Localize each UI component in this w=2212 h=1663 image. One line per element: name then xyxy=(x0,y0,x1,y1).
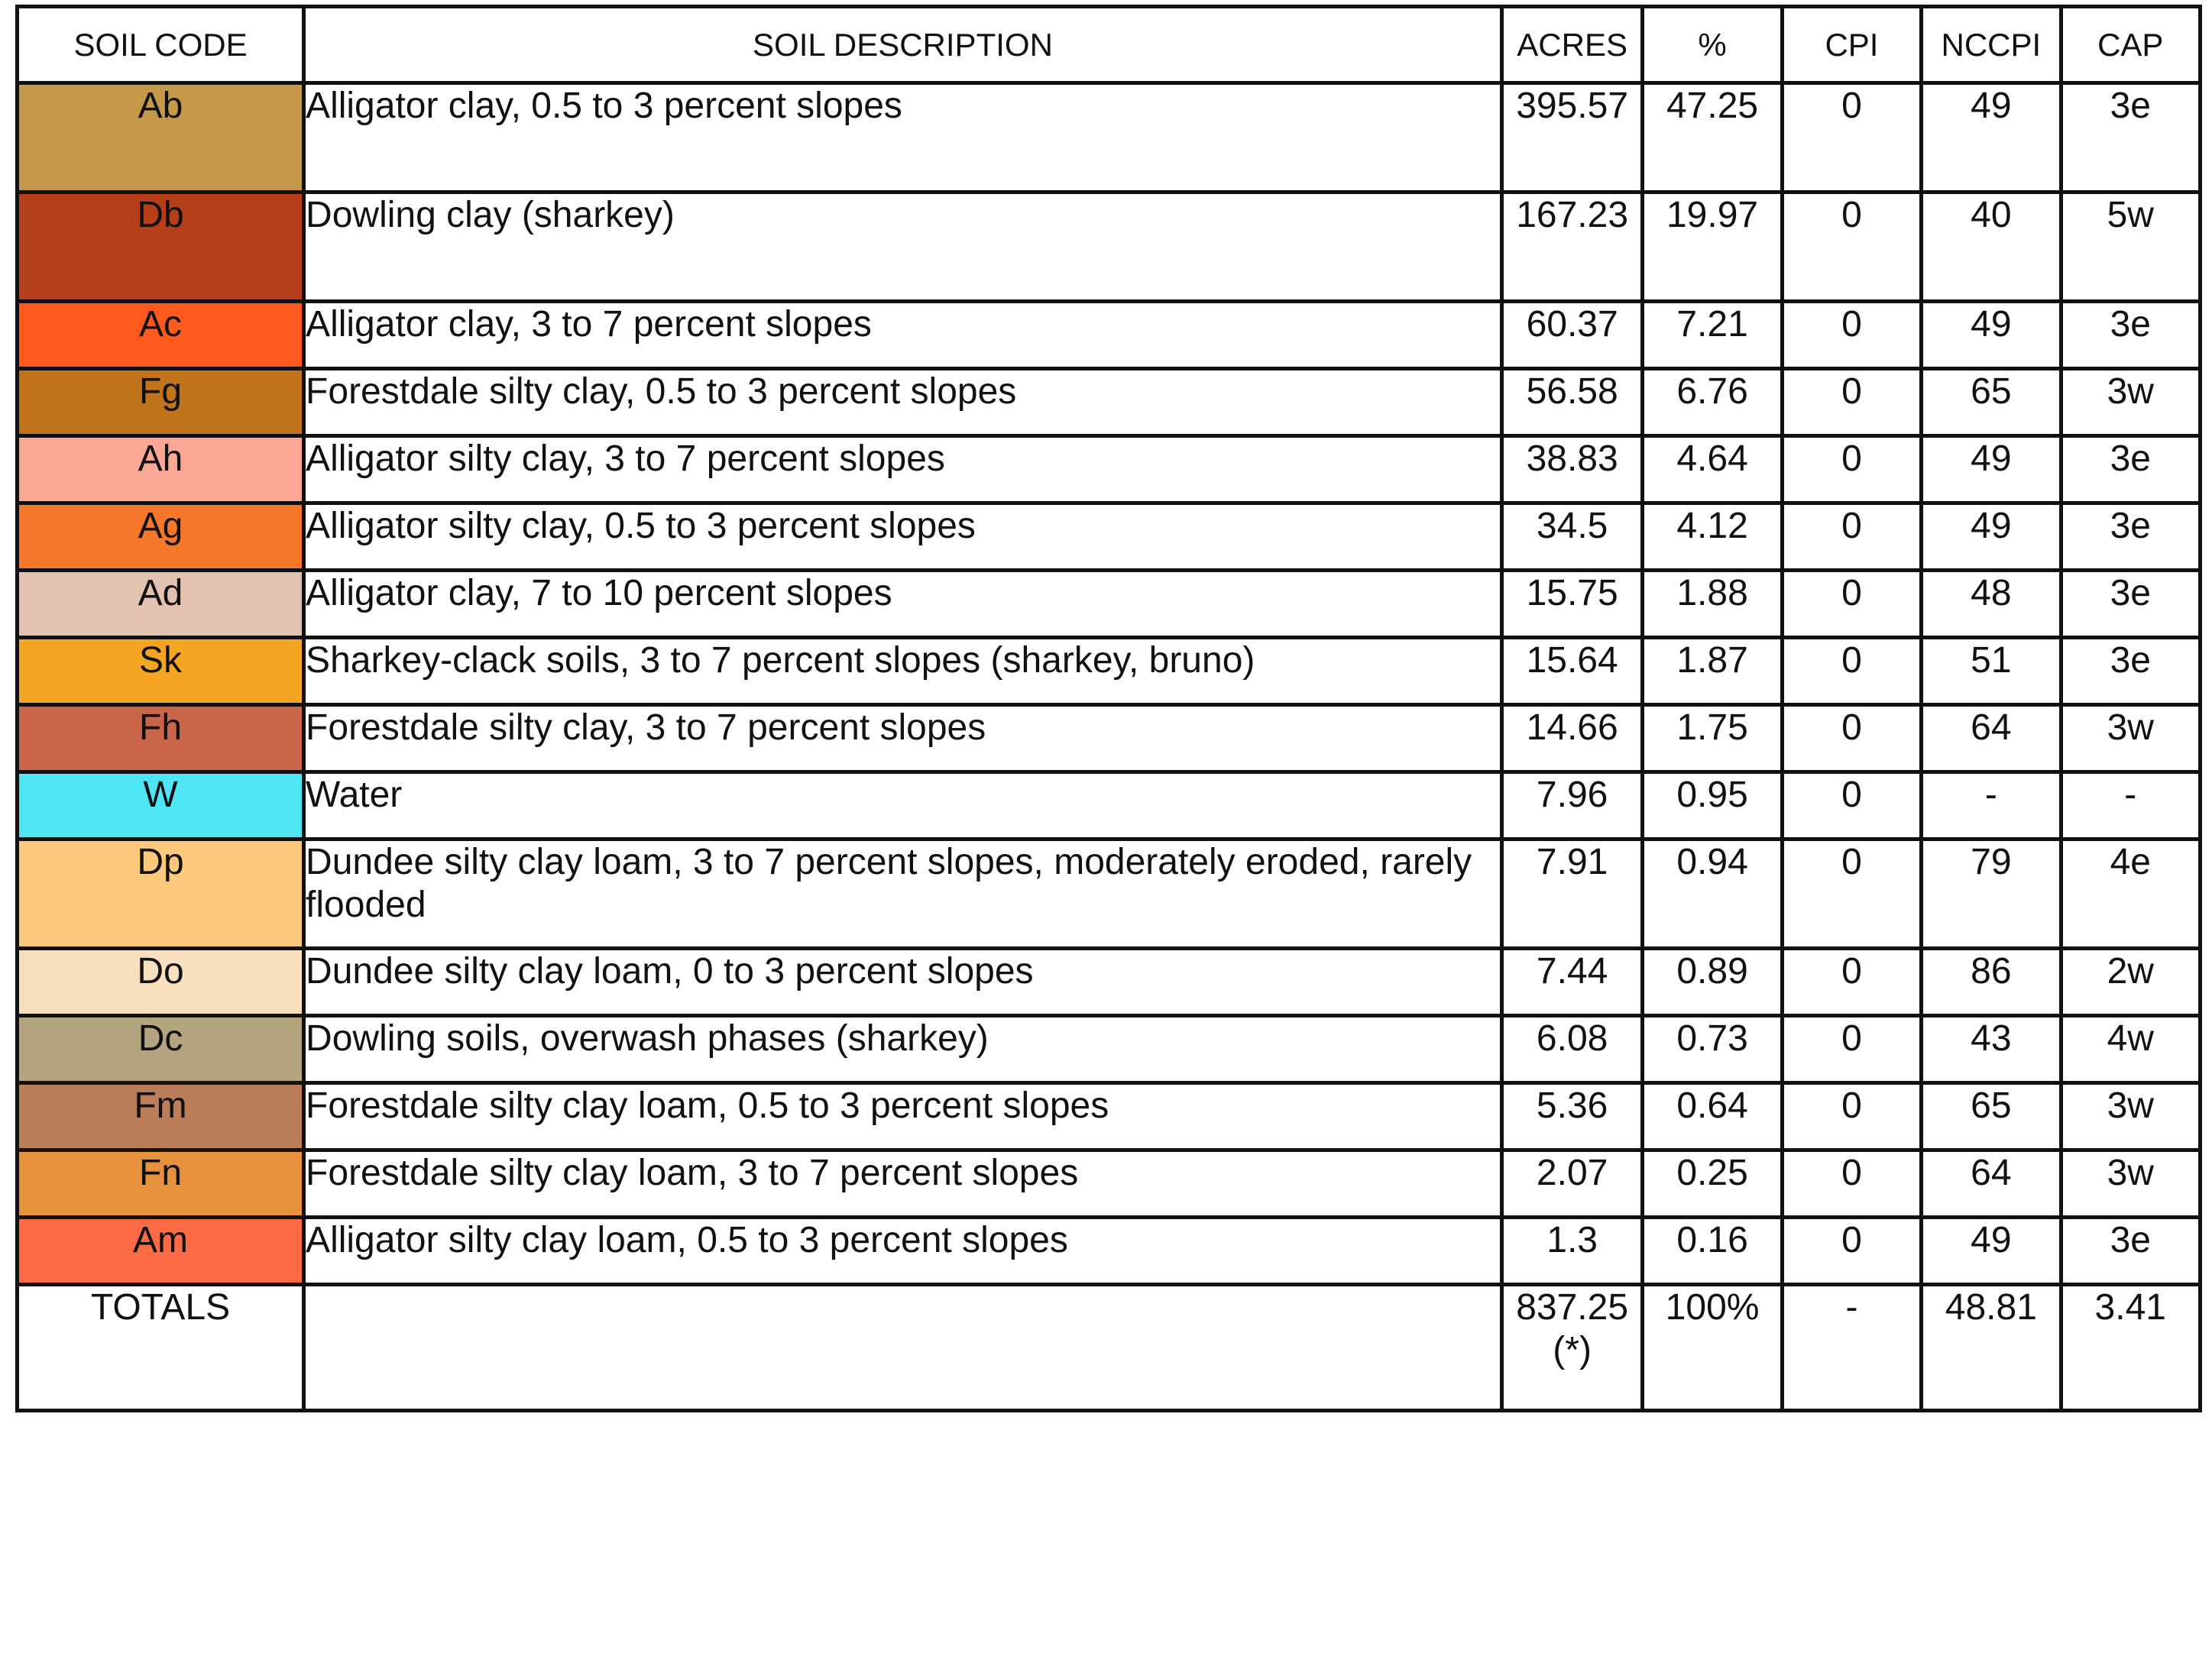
percent-cell: 6.76 xyxy=(1643,369,1782,436)
soil-description-cell: Dundee silty clay loam, 3 to 7 percent slopes, moderately eroded, rarely flooded xyxy=(304,840,1502,949)
nccpi-cell: 40 xyxy=(1922,193,2061,302)
header-cap: CAP xyxy=(2061,7,2200,83)
cpi-cell: 0 xyxy=(1782,1083,1921,1150)
soil-code-cell: Do xyxy=(18,949,304,1016)
soil-description-cell: Alligator clay, 0.5 to 3 percent slopes xyxy=(304,83,1502,193)
soil-description-cell: Alligator silty clay, 0.5 to 3 percent slopes xyxy=(304,503,1502,571)
table-row xyxy=(18,302,2201,369)
cpi-cell: 0 xyxy=(1782,1218,1921,1285)
cap-cell: 3e xyxy=(2061,436,2200,503)
soil-code-cell: Ag xyxy=(18,503,304,571)
cpi-cell: 0 xyxy=(1782,503,1921,571)
cpi-cell: 0 xyxy=(1782,705,1921,772)
acres-cell: 34.5 xyxy=(1501,503,1642,571)
soil-code-cell: Dp xyxy=(18,840,304,949)
soil-code-cell: Ad xyxy=(18,571,304,638)
cap-cell: 3e xyxy=(2061,571,2200,638)
soil-table xyxy=(15,5,2202,1412)
soil-code-cell: Ab xyxy=(18,83,304,193)
soil-code-cell: Fg xyxy=(18,369,304,436)
soil-description-cell: Forestdale silty clay, 0.5 to 3 percent slopes xyxy=(304,369,1502,436)
cap-cell: 4e xyxy=(2061,840,2200,949)
soil-code-cell: Db xyxy=(18,193,304,302)
acres-cell: 395.57 xyxy=(1501,83,1642,193)
table-row xyxy=(18,638,2201,705)
percent-cell: 1.87 xyxy=(1643,638,1782,705)
table-row xyxy=(18,193,2201,302)
soil-table-container xyxy=(15,5,2202,1663)
cap-cell: 3e xyxy=(2061,83,2200,193)
nccpi-cell: 79 xyxy=(1922,840,2061,949)
acres-cell: 7.44 xyxy=(1501,949,1642,1016)
nccpi-cell: 49 xyxy=(1922,436,2061,503)
totals-cap: 3.41 xyxy=(2061,1285,2200,1411)
cap-cell: 5w xyxy=(2061,193,2200,302)
totals-row xyxy=(18,1285,2201,1411)
nccpi-cell: 49 xyxy=(1922,503,2061,571)
acres-cell: 5.36 xyxy=(1501,1083,1642,1150)
table-row xyxy=(18,840,2201,949)
header-cpi: CPI xyxy=(1782,7,1921,83)
acres-cell: 167.23 xyxy=(1501,193,1642,302)
totals-nccpi: 48.81 xyxy=(1922,1285,2061,1411)
header-soil-code: SOIL CODE xyxy=(18,7,304,83)
cpi-cell: 0 xyxy=(1782,1150,1921,1218)
cpi-cell: 0 xyxy=(1782,302,1921,369)
percent-cell: 0.95 xyxy=(1643,772,1782,840)
table-row xyxy=(18,1218,2201,1285)
header-soil-description: SOIL DESCRIPTION xyxy=(304,7,1502,83)
cpi-cell: 0 xyxy=(1782,772,1921,840)
totals-acres: 837.25(*) xyxy=(1501,1285,1642,1411)
soil-description-cell: Water xyxy=(304,772,1502,840)
totals-percent: 100% xyxy=(1643,1285,1782,1411)
nccpi-cell: 86 xyxy=(1922,949,2061,1016)
percent-cell: 0.94 xyxy=(1643,840,1782,949)
cpi-cell: 0 xyxy=(1782,840,1921,949)
table-row xyxy=(18,571,2201,638)
soil-description-cell: Alligator silty clay loam, 0.5 to 3 percent slopes xyxy=(304,1218,1502,1285)
percent-cell: 1.88 xyxy=(1643,571,1782,638)
table-row xyxy=(18,1150,2201,1218)
soil-code-cell: Am xyxy=(18,1218,304,1285)
nccpi-cell: 49 xyxy=(1922,1218,2061,1285)
percent-cell: 0.89 xyxy=(1643,949,1782,1016)
cap-cell: - xyxy=(2061,772,2200,840)
table-header-row xyxy=(18,7,2201,83)
percent-cell: 0.64 xyxy=(1643,1083,1782,1150)
table-row xyxy=(18,705,2201,772)
nccpi-cell: 51 xyxy=(1922,638,2061,705)
nccpi-cell: 64 xyxy=(1922,1150,2061,1218)
header-percent: % xyxy=(1643,7,1782,83)
cpi-cell: 0 xyxy=(1782,1016,1921,1083)
soil-code-cell: Dc xyxy=(18,1016,304,1083)
table-row xyxy=(18,503,2201,571)
nccpi-cell: 49 xyxy=(1922,83,2061,193)
acres-cell: 60.37 xyxy=(1501,302,1642,369)
percent-cell: 19.97 xyxy=(1643,193,1782,302)
nccpi-cell: 48 xyxy=(1922,571,2061,638)
header-nccpi: NCCPI xyxy=(1922,7,2061,83)
percent-cell: 0.25 xyxy=(1643,1150,1782,1218)
soil-description-cell: Sharkey-clack soils, 3 to 7 percent slopes (sharkey, bruno) xyxy=(304,638,1502,705)
soil-code-cell: Sk xyxy=(18,638,304,705)
totals-label: TOTALS xyxy=(18,1285,304,1411)
soil-code-cell: W xyxy=(18,772,304,840)
acres-cell: 1.3 xyxy=(1501,1218,1642,1285)
nccpi-cell: 43 xyxy=(1922,1016,2061,1083)
nccpi-cell: 65 xyxy=(1922,369,2061,436)
soil-description-cell: Alligator silty clay, 3 to 7 percent slopes xyxy=(304,436,1502,503)
acres-cell: 7.91 xyxy=(1501,840,1642,949)
cpi-cell: 0 xyxy=(1782,949,1921,1016)
table-body xyxy=(18,83,2201,1285)
cap-cell: 3w xyxy=(2061,1150,2200,1218)
soil-description-cell: Alligator clay, 3 to 7 percent slopes xyxy=(304,302,1502,369)
percent-cell: 47.25 xyxy=(1643,83,1782,193)
cpi-cell: 0 xyxy=(1782,369,1921,436)
table-row xyxy=(18,83,2201,193)
acres-cell: 6.08 xyxy=(1501,1016,1642,1083)
header-acres: ACRES xyxy=(1501,7,1642,83)
nccpi-cell: - xyxy=(1922,772,2061,840)
soil-code-cell: Fn xyxy=(18,1150,304,1218)
totals-cpi: - xyxy=(1782,1285,1921,1411)
table-row xyxy=(18,1083,2201,1150)
cap-cell: 4w xyxy=(2061,1016,2200,1083)
cap-cell: 3w xyxy=(2061,705,2200,772)
totals-description xyxy=(304,1285,1502,1411)
soil-code-cell: Ac xyxy=(18,302,304,369)
percent-cell: 1.75 xyxy=(1643,705,1782,772)
percent-cell: 0.73 xyxy=(1643,1016,1782,1083)
acres-cell: 15.64 xyxy=(1501,638,1642,705)
acres-cell: 56.58 xyxy=(1501,369,1642,436)
table-row xyxy=(18,772,2201,840)
soil-description-cell: Dowling clay (sharkey) xyxy=(304,193,1502,302)
cap-cell: 3w xyxy=(2061,369,2200,436)
nccpi-cell: 64 xyxy=(1922,705,2061,772)
soil-description-cell: Alligator clay, 7 to 10 percent slopes xyxy=(304,571,1502,638)
percent-cell: 7.21 xyxy=(1643,302,1782,369)
soil-description-cell: Forestdale silty clay loam, 0.5 to 3 percent slopes xyxy=(304,1083,1502,1150)
soil-description-cell: Forestdale silty clay, 3 to 7 percent slopes xyxy=(304,705,1502,772)
cap-cell: 3e xyxy=(2061,503,2200,571)
soil-description-cell: Dowling soils, overwash phases (sharkey) xyxy=(304,1016,1502,1083)
percent-cell: 0.16 xyxy=(1643,1218,1782,1285)
table-row xyxy=(18,369,2201,436)
soil-code-cell: Fm xyxy=(18,1083,304,1150)
soil-description-cell: Dundee silty clay loam, 0 to 3 percent slopes xyxy=(304,949,1502,1016)
acres-cell: 15.75 xyxy=(1501,571,1642,638)
cap-cell: 3e xyxy=(2061,638,2200,705)
cap-cell: 3e xyxy=(2061,1218,2200,1285)
table-row xyxy=(18,949,2201,1016)
table-row xyxy=(18,436,2201,503)
cap-cell: 3e xyxy=(2061,302,2200,369)
soil-code-cell: Ah xyxy=(18,436,304,503)
table-row xyxy=(18,1016,2201,1083)
cap-cell: 2w xyxy=(2061,949,2200,1016)
cpi-cell: 0 xyxy=(1782,638,1921,705)
nccpi-cell: 65 xyxy=(1922,1083,2061,1150)
soil-code-cell: Fh xyxy=(18,705,304,772)
cpi-cell: 0 xyxy=(1782,571,1921,638)
cap-cell: 3w xyxy=(2061,1083,2200,1150)
cpi-cell: 0 xyxy=(1782,83,1921,193)
acres-cell: 14.66 xyxy=(1501,705,1642,772)
acres-cell: 2.07 xyxy=(1501,1150,1642,1218)
soil-description-cell: Forestdale silty clay loam, 3 to 7 percent slopes xyxy=(304,1150,1502,1218)
acres-cell: 7.96 xyxy=(1501,772,1642,840)
nccpi-cell: 49 xyxy=(1922,302,2061,369)
percent-cell: 4.12 xyxy=(1643,503,1782,571)
percent-cell: 4.64 xyxy=(1643,436,1782,503)
cpi-cell: 0 xyxy=(1782,436,1921,503)
cpi-cell: 0 xyxy=(1782,193,1921,302)
acres-cell: 38.83 xyxy=(1501,436,1642,503)
